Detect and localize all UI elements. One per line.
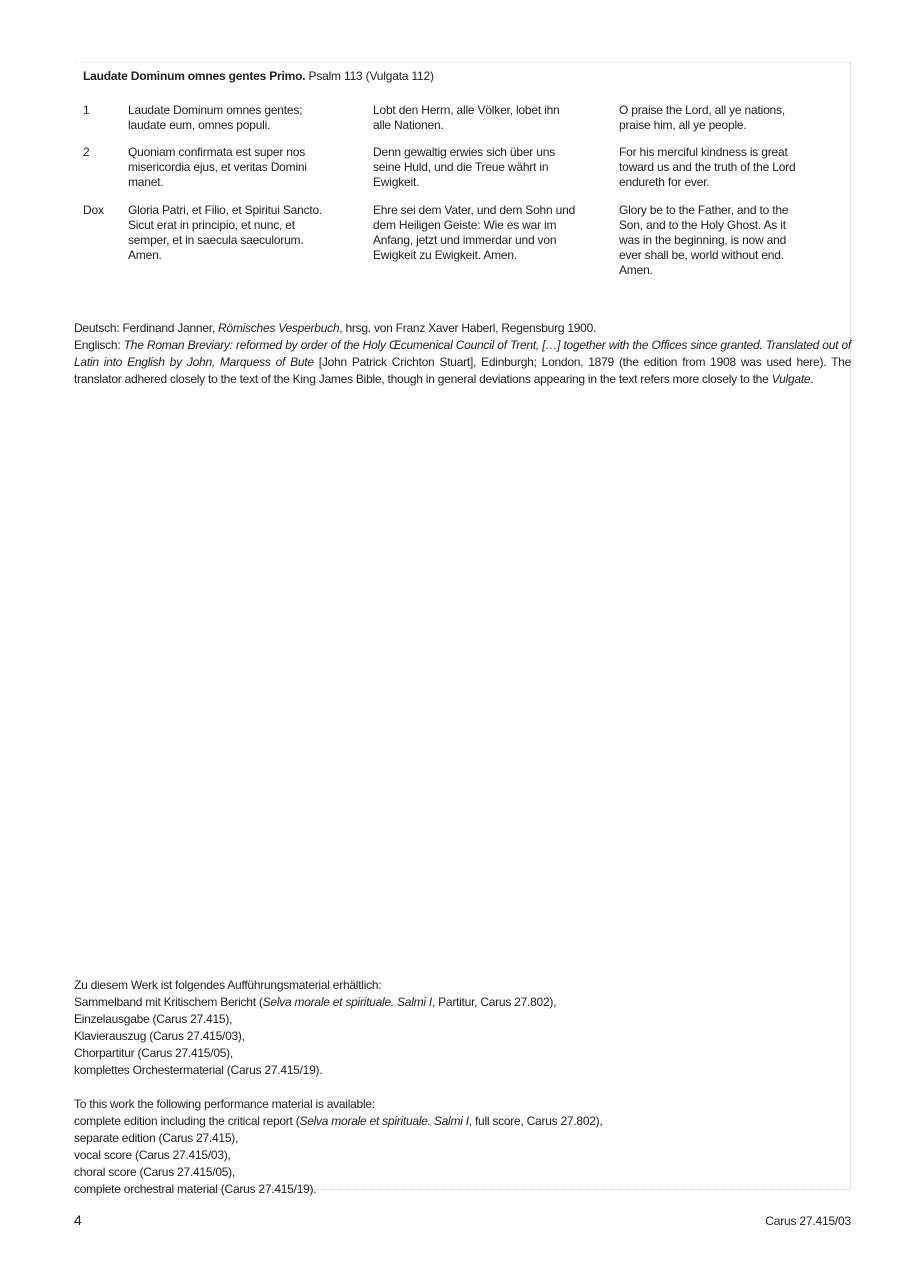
material-de-item-prefix: Sammelband mit Kritischem Bericht (	[74, 995, 263, 1009]
material-de-intro: Zu diesem Werk ist folgendes Aufführungsmaterial erhältlich:	[74, 978, 382, 992]
material-de-item-title: Selva morale et spirituale. Salmi I	[262, 995, 432, 1009]
psalm-heading	[83, 69, 434, 84]
material-de-item-suffix: , Partitur, Carus 27.802),	[431, 995, 557, 1009]
material-en-item-prefix: complete edition including the critical report (	[74, 1114, 300, 1128]
verse-table	[83, 103, 853, 279]
material-en-item: complete orchestral material (Carus 27.415/19).	[74, 1182, 317, 1196]
english-source-note: [John Patrick Crichton Stuart], Edinburgh; London, 1879 (the edition from 1908 was used here). The translator adhered closely to the text of the King James Bible, though in general deviations appearing in the text refers more closely to the	[74, 355, 851, 386]
material-en-item: choral score (Carus 27.415/05),	[74, 1165, 235, 1179]
english-source	[74, 337, 851, 388]
psalm-title: Laudate Dominum omnes gentes Primo.	[83, 69, 306, 83]
vulgate-term: Vulgate	[771, 372, 811, 386]
german-source-suffix: , hrsg. von Franz Xaver Haberl, Regensburg 1900.	[339, 321, 597, 335]
verse-number: 1	[83, 103, 90, 117]
verse-row	[83, 103, 853, 145]
verse-english: Glory be to the Father, and to the Son, and to the Holy Ghost. As it was in the beginning, is now and ever shall be, world without end. Amen.	[619, 203, 789, 277]
spacer	[74, 1079, 794, 1096]
verse-row	[83, 203, 853, 279]
verse-german: Ehre sei dem Vater, und dem Sohn und dem Heiligen Geiste: Wie es war im Anfang, jetzt und immerdar und von Ewigkeit zu Ewigkeit. Amen.	[373, 203, 576, 262]
material-en-item: separate edition (Carus 27.415),	[74, 1131, 239, 1145]
german-source	[74, 320, 851, 337]
material-en-item	[74, 1113, 794, 1130]
material-de-item	[74, 994, 794, 1011]
performance-material	[74, 977, 794, 1198]
english-source-title: The Roman Breviary: reformed by order of the Holy Œcumenical Council of Trent, […] together with the Offices since granted. Translated out of Latin into English by John, Marquess of Bute	[74, 338, 852, 369]
verse-german: Lobt den Herrn, alle Völker, lobet ihn alle Nationen.	[373, 103, 560, 132]
psalm-reference: Psalm 113 (Vulgata 112)	[308, 69, 434, 83]
page-number: 4	[74, 1212, 82, 1228]
translation-sources	[74, 320, 851, 388]
material-en-item-title: Selva morale et spirituale. Salmi I	[299, 1114, 469, 1128]
english-source-prefix: Englisch:	[74, 338, 124, 352]
material-en-intro: To this work the following performance material is available:	[74, 1097, 375, 1111]
material-en-item-suffix: , full score, Carus 27.802),	[468, 1114, 603, 1128]
material-en-item: vocal score (Carus 27.415/03),	[74, 1148, 231, 1162]
catalog-reference: Carus 27.415/03	[765, 1214, 851, 1228]
german-source-title: Römisches Vesperbuch	[218, 321, 340, 335]
material-de-item: Chorpartitur (Carus 27.415/05),	[74, 1046, 233, 1060]
material-de-item: Einzelausgabe (Carus 27.415),	[74, 1012, 233, 1026]
verse-number: Dox	[83, 203, 104, 217]
verse-number: 2	[83, 145, 90, 159]
verse-german: Denn gewaltig erwies sich über uns seine Huld, und die Treue währt in Ewigkeit.	[373, 145, 555, 189]
verse-row	[83, 145, 853, 203]
material-de-item: Klavierauszug (Carus 27.415/03),	[74, 1029, 245, 1043]
verse-latin: Gloria Patri, et Filio, et Spiritui Sancto. Sicut erat in principio, et nunc, et semper, et in saecula saeculorum. Amen.	[128, 203, 323, 262]
verse-latin: Quoniam confirmata est super nos misericordia ejus, et veritas Domini manet.	[128, 145, 307, 189]
verse-english: O praise the Lord, all ye nations, praise him, all ye people.	[619, 103, 785, 132]
german-source-prefix: Deutsch: Ferdinand Janner,	[74, 321, 219, 335]
english-source-end: .	[810, 372, 814, 386]
verse-latin: Laudate Dominum omnes gentes; laudate eum, omnes populi.	[128, 103, 303, 132]
verse-english: For his merciful kindness is great toward us and the truth of the Lord endureth for ever.	[619, 145, 796, 189]
material-de-item: komplettes Orchestermaterial (Carus 27.415/19).	[74, 1063, 323, 1077]
